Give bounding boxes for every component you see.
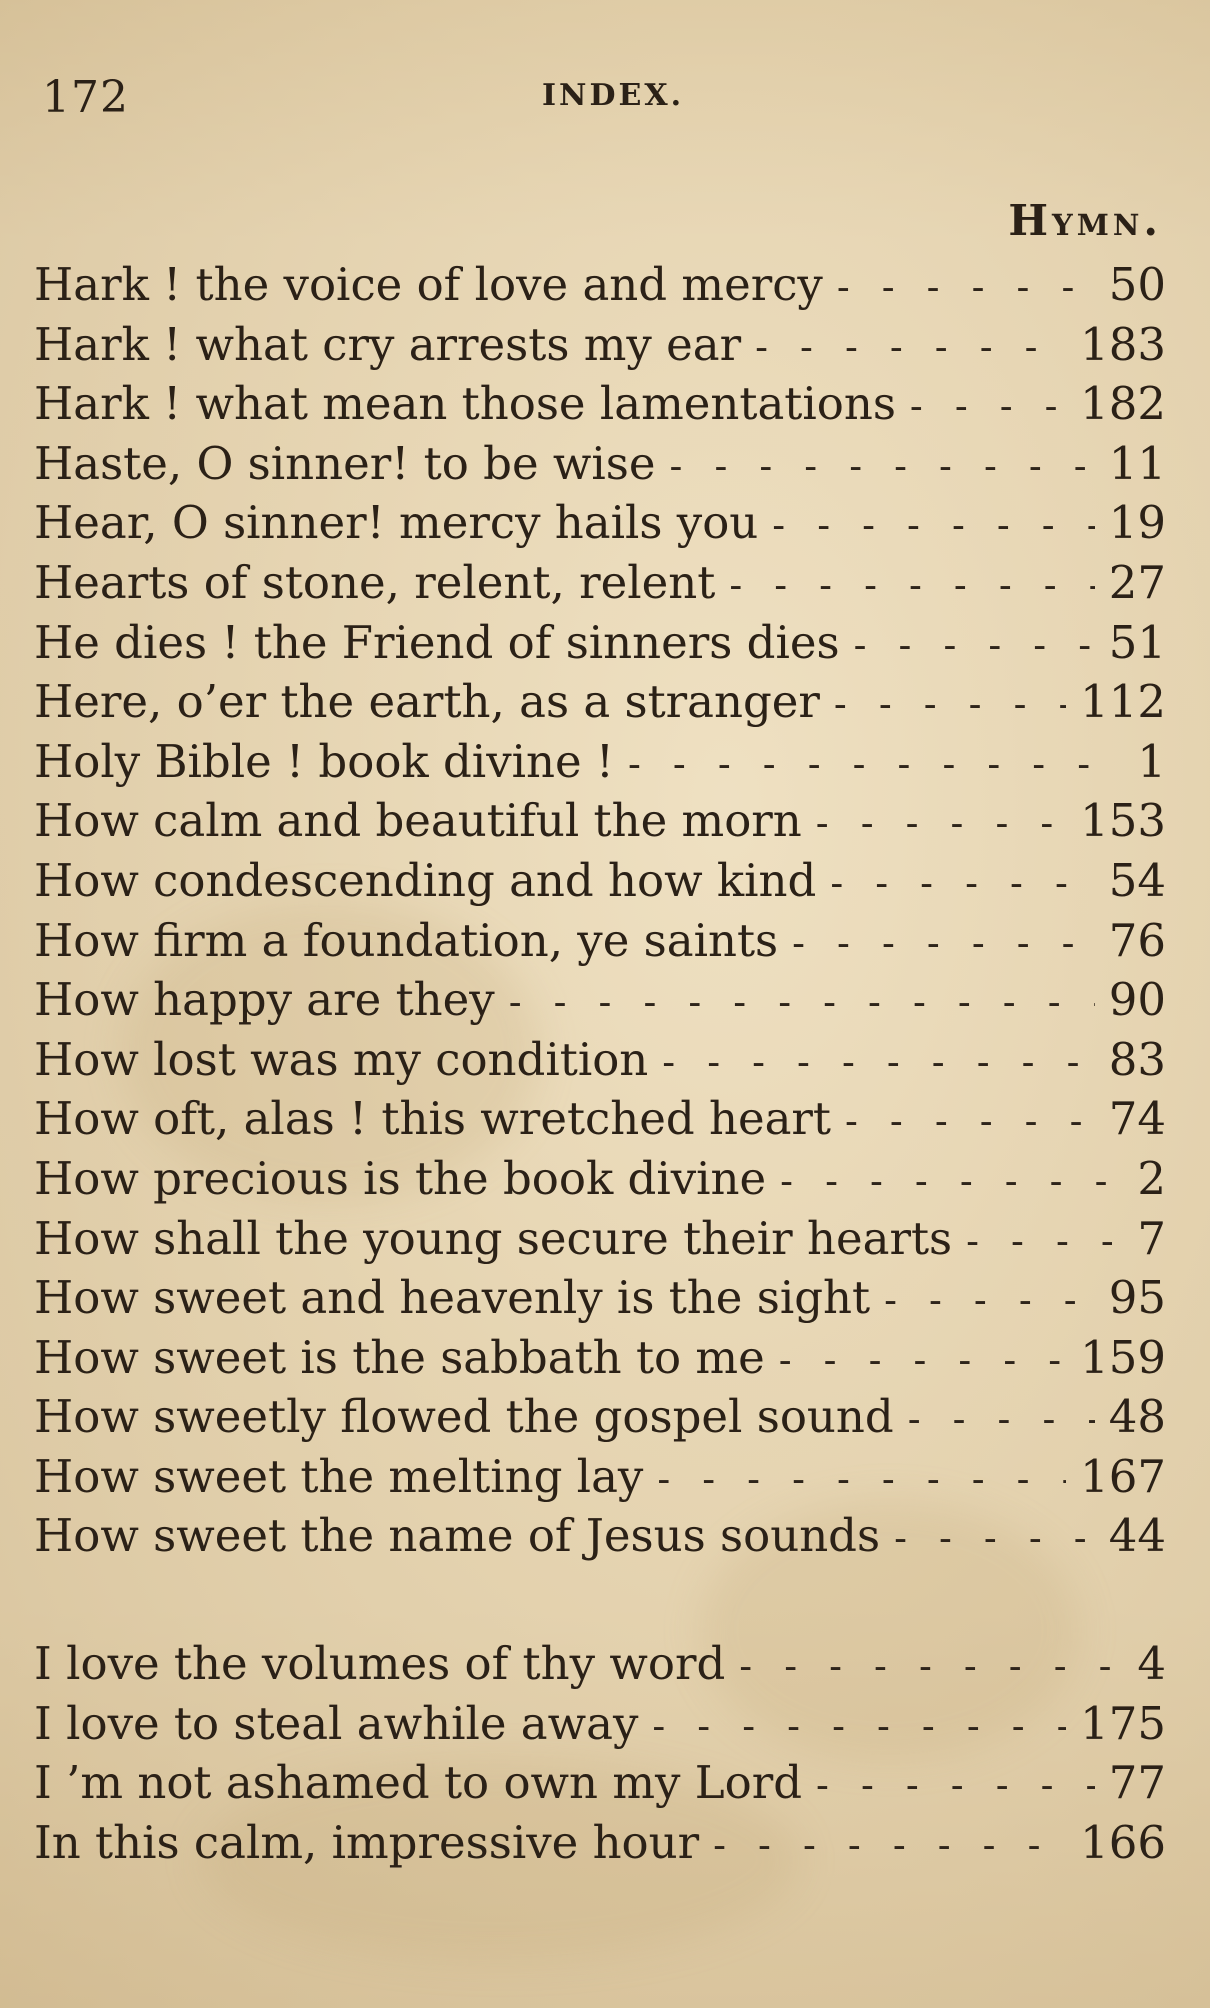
hymn-number: 27	[1108, 555, 1166, 609]
dot-leader	[816, 1756, 1095, 1816]
dot-leader	[816, 794, 1066, 854]
dot-leader	[652, 1697, 1066, 1757]
hymn-number: 2	[1137, 1151, 1166, 1205]
index-entry	[34, 672, 1166, 732]
page-header	[42, 72, 1170, 132]
index-entry	[34, 732, 1166, 792]
hymn-number: 90	[1108, 973, 1166, 1027]
index-entry	[34, 255, 1166, 315]
dot-leader	[792, 914, 1095, 974]
hymn-number: 48	[1108, 1390, 1166, 1444]
page-number: 172	[42, 72, 129, 123]
hymn-number: 167	[1080, 1449, 1166, 1503]
dot-leader	[780, 1152, 1112, 1212]
dot-leader	[662, 1033, 1094, 1093]
running-title: INDEX.	[542, 78, 685, 113]
index-entry	[34, 1694, 1166, 1754]
hymn-number: 50	[1108, 258, 1166, 311]
entry-title: How condescending and how kind	[34, 853, 817, 907]
hymn-number: 175	[1080, 1696, 1166, 1750]
index-entry	[34, 1506, 1166, 1566]
index-entry	[34, 613, 1166, 673]
hymn-number: 4	[1137, 1637, 1166, 1690]
entry-title: How sweet the melting lay	[34, 1449, 644, 1503]
hymn-number: 83	[1108, 1032, 1166, 1086]
hymn-number: 74	[1108, 1092, 1166, 1146]
entry-title: How oft, alas ! this wretched heart	[34, 1092, 831, 1146]
entry-title: Here, o’er the earth, as a stranger	[34, 675, 820, 729]
hymn-number: 19	[1108, 496, 1166, 550]
hymn-number: 51	[1108, 615, 1166, 669]
index-entry	[34, 374, 1166, 434]
index-entry	[34, 851, 1166, 911]
dot-leader	[729, 556, 1094, 616]
dot-leader	[884, 1271, 1095, 1331]
dot-leader	[845, 1092, 1095, 1152]
entry-title: He dies ! the Friend of sinners dies	[34, 615, 840, 669]
dot-leader	[834, 675, 1066, 735]
index-entry	[34, 1813, 1166, 1873]
entry-title: Hark ! what mean those lamentations	[34, 377, 896, 431]
hymn-number: 11	[1108, 436, 1166, 490]
entry-title: How shall the young secure their hearts	[34, 1211, 953, 1265]
hymn-number: 153	[1080, 794, 1166, 848]
column-label-hymn: Hymn.	[1008, 196, 1162, 245]
hymn-number: 44	[1108, 1509, 1166, 1563]
entry-title: How sweet the name of Jesus sounds	[34, 1509, 881, 1563]
index-entry	[34, 434, 1166, 494]
entry-title: I love to steal awhile away	[34, 1696, 639, 1750]
dot-leader	[509, 973, 1095, 1033]
index-entry	[34, 970, 1166, 1030]
dot-leader	[657, 1450, 1066, 1510]
index-entry	[34, 1209, 1166, 1269]
entry-title: How lost was my condition	[34, 1032, 649, 1086]
index-entry	[34, 1030, 1166, 1090]
entry-title: Hark ! the voice of love and mercy	[34, 258, 823, 311]
hymn-number: 166	[1080, 1815, 1166, 1869]
entry-title: In this calm, impressive hour	[34, 1815, 700, 1869]
entry-title: I love the volumes of thy word	[34, 1637, 726, 1690]
dot-leader	[854, 616, 1095, 676]
index-entry	[34, 1387, 1166, 1447]
dot-leader	[830, 854, 1094, 914]
entry-title: Haste, O sinner! to be wise	[34, 436, 656, 490]
entry-title: How firm a foundation, ye saints	[34, 913, 779, 967]
index-entry	[34, 1753, 1166, 1813]
index-entry	[34, 1268, 1166, 1328]
hymn-number: 7	[1137, 1211, 1166, 1265]
index-entry	[34, 315, 1166, 375]
index-group-h	[34, 255, 1166, 1566]
entry-title: Holy Bible ! book divine !	[34, 734, 615, 788]
index-entry	[34, 1447, 1166, 1507]
dot-leader	[713, 1816, 1066, 1876]
index-entry	[34, 791, 1166, 851]
entry-title: How sweet is the sabbath to me	[34, 1330, 765, 1384]
entry-title: How sweet and heavenly is the sight	[34, 1271, 871, 1325]
dot-leader	[894, 1509, 1095, 1569]
dot-leader	[966, 1212, 1112, 1272]
index-entry	[34, 1328, 1166, 1388]
index-entry	[34, 493, 1166, 553]
index-entry	[34, 1089, 1166, 1149]
index-entry	[34, 1634, 1166, 1694]
dot-leader	[755, 318, 1066, 378]
entry-title: How sweetly flowed the gospel sound	[34, 1390, 894, 1444]
hymn-number: 112	[1080, 675, 1166, 729]
hymn-number: 1	[1137, 734, 1166, 788]
index-entry	[34, 911, 1166, 971]
dot-leader	[628, 735, 1112, 795]
hymn-number: 183	[1080, 317, 1166, 371]
entry-title: How happy are they	[34, 973, 495, 1027]
hymn-number: 159	[1080, 1330, 1166, 1384]
hymn-number: 77	[1108, 1756, 1166, 1810]
hymn-number: 54	[1108, 853, 1166, 907]
entry-title: Hark ! what cry arrests my ear	[34, 317, 742, 371]
entry-title: I ’m not ashamed to own my Lord	[34, 1756, 803, 1810]
hymn-number: 76	[1108, 913, 1166, 967]
index-entry	[34, 553, 1166, 613]
index-entry	[34, 1149, 1166, 1209]
dot-leader	[772, 496, 1094, 556]
entry-title: Hear, O sinner! mercy hails you	[34, 496, 759, 550]
dot-leader	[670, 437, 1095, 497]
entry-title: How precious is the book divine	[34, 1151, 767, 1205]
entry-title: Hearts of stone, relent, relent	[34, 555, 716, 609]
entry-title: How calm and beautiful the morn	[34, 794, 802, 848]
dot-leader	[908, 1390, 1095, 1450]
dot-leader	[837, 258, 1095, 318]
dot-leader	[739, 1637, 1112, 1697]
hymn-number: 95	[1108, 1271, 1166, 1325]
hymn-number: 182	[1080, 377, 1166, 431]
dot-leader	[910, 377, 1066, 437]
dot-leader	[779, 1331, 1066, 1391]
index-group-i	[34, 1634, 1166, 1872]
